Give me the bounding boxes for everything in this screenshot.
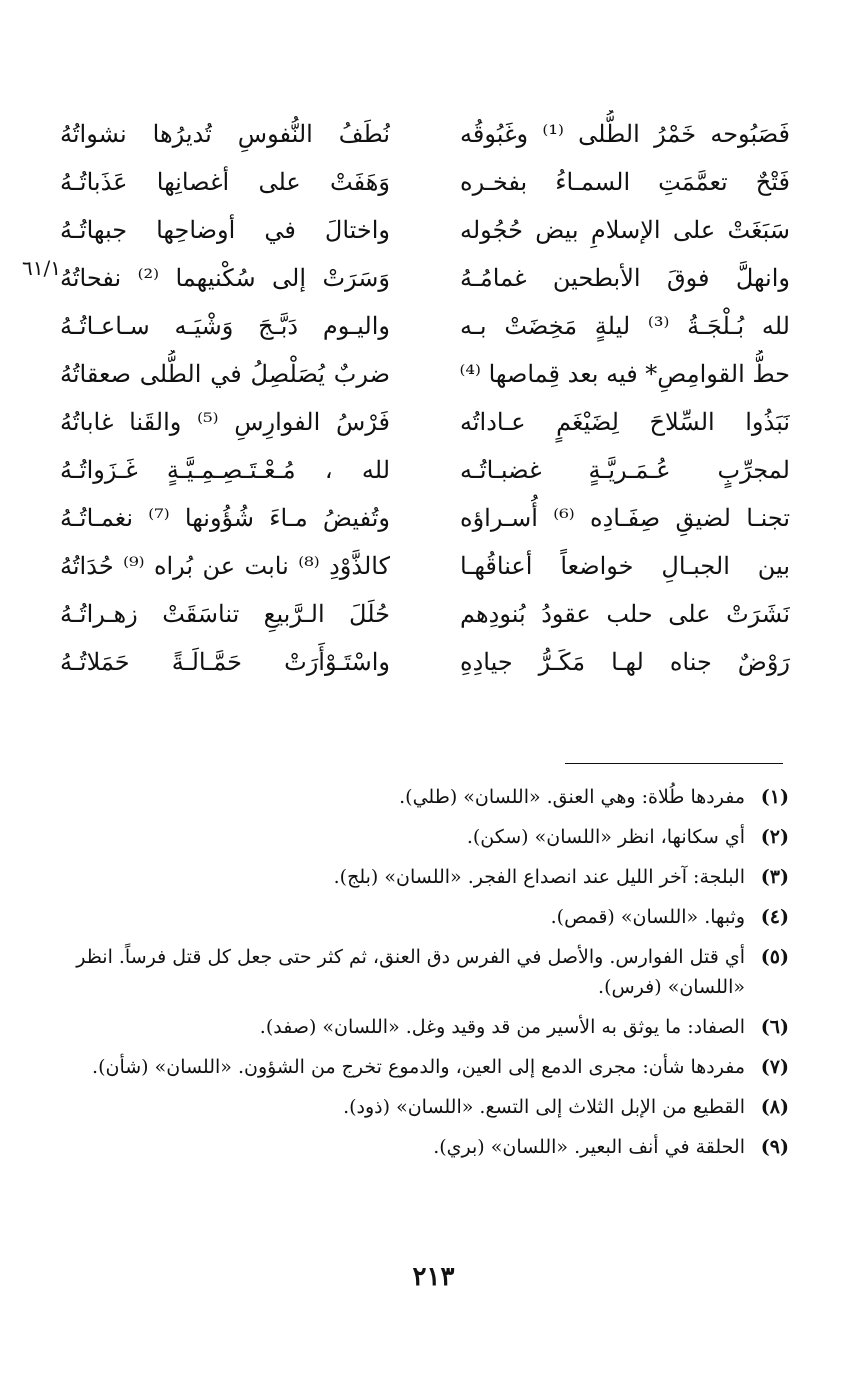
footnote-number: (٤) [760,906,789,928]
verse-line: نَبَذُوا السِّلاحَ لِضَيْغَمٍ عـاداتُه [460,408,790,436]
poem [60,110,800,690]
footnote-number: (١) [760,786,789,808]
footnote-number: (٢) [760,826,789,848]
footnote-number: (٨) [760,1096,789,1118]
footnote-text: الصفاد: ما يوثق به الأسير من قد وقيد وغل. «اللسان» (صفد). [259,1016,745,1038]
verse-line: سَبَغَتْ على الإسلامِ بيض حُجُوله [460,216,790,244]
footnote [59,1052,789,1082]
footnote-text: مفردها طُلاة: وهي العنق. «اللسان» (طلي). [399,786,745,808]
footnote-text: أي قتل الفوارس. والأصل في الفرس دق العنق، ثم كثر حتى جعل كل قتل فرساً. انظر «اللسان» (فرس). [76,946,745,998]
footnote-number: (٦) [760,1016,789,1038]
footnote-text: وثبها. «اللسان» (قمص). [550,906,745,928]
footnote [59,822,789,852]
verse-line: فَصَبُوحه خَمْرُ الطُّلى ⁽¹⁾ وغَبُوقُه [460,120,790,148]
verse-line: حطُّ القوامِصِ* فيه بعد قِماصها ⁽⁴⁾ [460,360,790,388]
page-number: ٢١٣ [412,1262,455,1292]
verse-line: بين الجبـالِ خواضعاً أعناقُهـا [460,552,790,580]
verse-line: نَشَرَتْ على حلب عقودُ بُنودِهم [460,600,790,628]
verse-line: كالذَّوْدِ ⁽⁸⁾ نابت عن بُراه ⁽⁹⁾ حُدَاتُهُ [60,552,390,580]
verse-line: واسْتَـوْأَرَتْ حَمَّـالَـةً حَمَلاتُـهُ [60,648,390,676]
footnotes [59,782,789,1172]
verse-line: لمجرِّبٍ عُـمَـريَّـةٍ غضبـاتُـه [460,456,790,484]
footnote-divider [565,763,783,764]
footnote-text: البلجة: آخر الليل عند انصداع الفجر. «اللسان» (بلج). [333,866,745,888]
footnote-number: (٧) [760,1056,789,1078]
verse-line: وَسَرَتْ إلى سُكْنيهما ⁽²⁾ نفحاتُهُ [60,264,390,292]
footnote [59,862,789,892]
verse-line: فَرْسُ الفوارِسِ ⁽⁵⁾ والقَنا غاباتُهُ [60,408,390,436]
footnote-text: القطيع من الإبل الثلاث إلى التسع. «اللسان» (ذود). [343,1096,745,1118]
verse-line: وتُفيضُ مـاءَ شُؤُونها ⁽⁷⁾ نغمـاتُـهُ [60,504,390,532]
footnote [59,902,789,932]
footnote [59,1012,789,1042]
poem-left-column [60,110,390,686]
verse-line: وانهلَّ فوقَ الأبطحين غمامُـهُ [460,264,790,292]
verse-line: واليـوم دَبَّـجَ وَشْيَـه سـاعـاتُـهُ [60,312,390,340]
verse-line: وَهَفَتْ على أغصانِها عَذَباتُـهُ [60,168,390,196]
footnote-number: (٥) [760,946,789,968]
footnote [59,782,789,812]
poem-right-column [460,110,790,686]
footnote-text: أي سكانها، انظر «اللسان» (سكن). [466,826,745,848]
footnote-text: الحلقة في أنف البعير. «اللسان» (بري). [433,1136,745,1158]
verse-line: فَتْحٌ تعمَّمَتِ السمـاءُ بفخـره [460,168,790,196]
verse-line: ضربٌ يُصَلْصِلُ في الطُّلى صعقاتُهُ [60,360,390,388]
margin-reference: ٦١/١ [22,256,61,280]
verse-line: لله ، مُـعْـتَـصِـمِـيَّـةٍ غَـزَواتُـهُ [60,456,390,484]
verse-line: تجنـا لضيقِ صِفَـادِه ⁽⁶⁾ أُسـراؤه [460,504,790,532]
footnote-number: (٣) [760,866,789,888]
verse-line: واختالَ في أوضاحِها جبهاتُـهُ [60,216,390,244]
verse-line: لله بُـلْجَـةُ ⁽³⁾ ليلةٍ مَخِضَتْ بـه [460,312,790,340]
verse-line: حُلَلَ الـرَّبيعِ تناسَقَتْ زهـراتُـهُ [60,600,390,628]
verse-line: رَوْضٌ جناه لهـا مَكَـرُّ جيادِهِ [460,648,790,676]
footnote-text: مفردها شأن: مجرى الدمع إلى العين، والدموع تخرج من الشؤون. «اللسان» (شأن). [92,1056,745,1078]
verse-line: نُطَفُ النُّفوسِ تُديرُها نشواتُهُ [60,120,390,148]
footnote-number: (٩) [760,1136,789,1158]
footnote [59,942,789,1002]
footnote [59,1132,789,1162]
footnote [59,1092,789,1122]
